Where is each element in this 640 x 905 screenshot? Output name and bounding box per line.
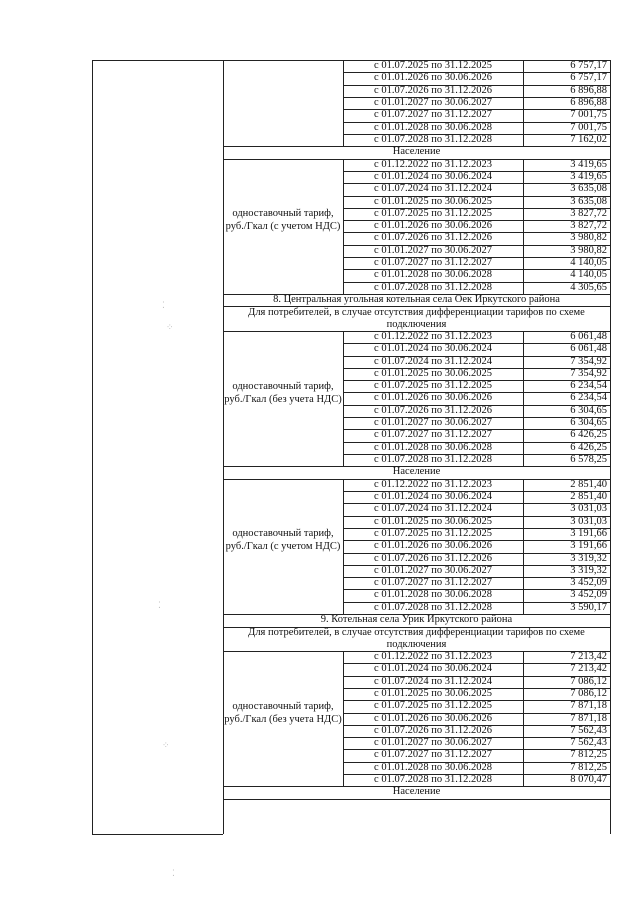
period-cell: с 01.01.2025 по 30.06.2025 bbox=[374, 515, 492, 527]
period-cell: с 01.07.2025 по 31.12.2025 bbox=[374, 207, 492, 219]
section-heading: Население bbox=[392, 786, 441, 798]
tariff-value-cell: 3 419,65 bbox=[570, 170, 607, 182]
period-cell: с 01.01.2024 по 30.06.2024 bbox=[374, 343, 492, 355]
tariff-value-cell: 7 562,43 bbox=[570, 724, 607, 736]
tariff-value-cell: 3 590,17 bbox=[570, 601, 607, 613]
period-cell: с 01.01.2028 по 30.06.2028 bbox=[374, 121, 492, 133]
period-cell: с 01.07.2026 по 31.12.2026 bbox=[374, 404, 492, 416]
tariff-value-cell: 7 001,75 bbox=[570, 109, 607, 121]
tariff-value-cell: 3 191,66 bbox=[570, 540, 607, 552]
period-cell: с 01.01.2026 по 30.06.2026 bbox=[374, 712, 492, 724]
period-cell: с 01.07.2024 по 31.12.2024 bbox=[374, 675, 492, 687]
tariff-value-cell: 7 354,92 bbox=[570, 355, 607, 367]
tariff-value-cell: 3 419,65 bbox=[570, 158, 607, 170]
tariff-value-cell: 4 140,05 bbox=[570, 257, 607, 268]
tariff-value-cell: 6 896,88 bbox=[570, 96, 607, 108]
period-cell: с 01.01.2024 по 30.06.2024 bbox=[374, 491, 492, 502]
tariff-value-cell: 6 426,25 bbox=[570, 429, 607, 441]
tariff-value-cell: 7 812,25 bbox=[570, 749, 607, 761]
period-cell: с 01.07.2027 по 31.12.2027 bbox=[374, 749, 492, 761]
period-cell: с 01.12.2022 по 31.12.2023 bbox=[374, 478, 492, 490]
table-top-border bbox=[92, 60, 223, 61]
period-cell: с 01.12.2022 по 31.12.2023 bbox=[374, 158, 492, 170]
tariff-value-cell: 8 070,47 bbox=[570, 774, 607, 785]
subsection-heading: Для потребителей, в случае отсутствия дифференциации тарифов по схеме подключения bbox=[248, 306, 585, 330]
heading-border bbox=[223, 799, 610, 800]
tariff-value-cell: 3 635,08 bbox=[570, 195, 607, 207]
tariff-value-cell: 4 305,65 bbox=[570, 281, 607, 293]
period-cell: с 01.07.2027 по 31.12.2027 bbox=[374, 429, 492, 441]
period-cell: с 01.07.2025 по 31.12.2025 bbox=[374, 60, 492, 71]
tariff-value-cell: 7 086,12 bbox=[570, 687, 607, 699]
period-cell: с 01.07.2028 по 31.12.2028 bbox=[374, 774, 492, 785]
tariff-value-cell: 7 213,42 bbox=[570, 663, 607, 675]
period-cell: с 01.01.2026 по 30.06.2026 bbox=[374, 220, 492, 232]
tariff-value-cell: 3 191,66 bbox=[570, 527, 607, 539]
tariff-value-cell: 3 827,72 bbox=[570, 220, 607, 232]
tariff-value-cell: 7 086,12 bbox=[570, 675, 607, 687]
period-cell: с 01.07.2026 по 31.12.2026 bbox=[374, 84, 492, 96]
table-left-border bbox=[92, 60, 93, 834]
period-cell: с 01.01.2027 по 30.06.2027 bbox=[374, 244, 492, 256]
col-border bbox=[223, 60, 224, 834]
tariff-value-cell: 2 851,40 bbox=[570, 491, 607, 502]
period-cell: с 01.07.2028 по 31.12.2028 bbox=[374, 133, 492, 145]
period-cell: с 01.01.2027 по 30.06.2027 bbox=[374, 564, 492, 576]
tariff-value-cell: 7 162,02 bbox=[570, 133, 607, 145]
tariff-value-cell: 6 061,48 bbox=[570, 343, 607, 355]
period-cell: с 01.01.2025 по 30.06.2025 bbox=[374, 367, 492, 379]
period-cell: с 01.12.2022 по 31.12.2023 bbox=[374, 651, 492, 662]
col-border bbox=[343, 60, 344, 146]
period-cell: с 01.07.2026 по 31.12.2026 bbox=[374, 724, 492, 736]
scan-speck: ⁚ bbox=[172, 868, 175, 878]
tariff-value-cell: 7 001,75 bbox=[570, 121, 607, 133]
tariff-value-cell: 6 304,65 bbox=[570, 417, 607, 428]
tariff-value-cell: 3 827,72 bbox=[570, 207, 607, 219]
period-cell: с 01.01.2028 по 30.06.2028 bbox=[374, 761, 492, 773]
tariff-value-cell: 6 757,17 bbox=[570, 60, 607, 71]
tariff-value-cell: 7 213,42 bbox=[570, 651, 607, 662]
tariff-value-cell: 6 304,65 bbox=[570, 404, 607, 416]
tariff-value-cell: 6 578,25 bbox=[570, 453, 607, 465]
col-border bbox=[343, 331, 344, 466]
tariff-type-label: одноставочный тариф, руб./Гкал (с учетом НДС) bbox=[225, 528, 341, 553]
period-cell: с 01.01.2026 по 30.06.2026 bbox=[374, 72, 492, 84]
period-cell: с 01.07.2028 по 31.12.2028 bbox=[374, 453, 492, 465]
col-border bbox=[523, 651, 524, 786]
period-cell: с 01.01.2027 по 30.06.2027 bbox=[374, 96, 492, 108]
tariff-value-cell: 3 635,08 bbox=[570, 183, 607, 195]
col-border bbox=[523, 159, 524, 294]
period-cell: с 01.01.2024 по 30.06.2024 bbox=[374, 170, 492, 182]
col-border bbox=[343, 159, 344, 294]
period-cell: с 01.07.2026 по 31.12.2026 bbox=[374, 552, 492, 564]
section-heading: 8. Центральная угольная котельная села Оек Иркутского района bbox=[273, 293, 560, 305]
period-cell: с 01.01.2025 по 30.06.2025 bbox=[374, 687, 492, 699]
tariff-value-cell: 7 871,18 bbox=[570, 712, 607, 724]
period-cell: с 01.07.2027 по 31.12.2027 bbox=[374, 577, 492, 589]
tariff-table bbox=[92, 60, 610, 834]
tariff-value-cell: 3 452,09 bbox=[570, 577, 607, 589]
period-cell: с 01.01.2026 по 30.06.2026 bbox=[374, 540, 492, 552]
section-heading: 9. Котельная села Урик Иркутского района bbox=[320, 614, 513, 625]
tariff-value-cell: 3 319,32 bbox=[570, 564, 607, 576]
period-cell: с 01.01.2027 по 30.06.2027 bbox=[374, 417, 492, 428]
period-cell: с 01.07.2024 по 31.12.2024 bbox=[374, 503, 492, 515]
tariff-value-cell: 7 812,25 bbox=[570, 761, 607, 773]
subsection-heading: Для потребителей, в случае отсутствия дифференциации тарифов по схеме подключения bbox=[248, 627, 585, 650]
scan-speck: ⁘ bbox=[166, 322, 174, 332]
period-cell: с 01.07.2025 по 31.12.2025 bbox=[374, 380, 492, 392]
period-cell: с 01.01.2027 по 30.06.2027 bbox=[374, 737, 492, 749]
tariff-value-cell: 3 452,09 bbox=[570, 589, 607, 601]
tariff-value-cell: 6 234,54 bbox=[570, 380, 607, 392]
col-border bbox=[523, 331, 524, 466]
tariff-value-cell: 7 871,18 bbox=[570, 700, 607, 712]
period-cell: с 01.07.2024 по 31.12.2024 bbox=[374, 355, 492, 367]
tariff-type-label: одноставочный тариф, руб./Гкал (без учета НДС) bbox=[224, 700, 342, 725]
tariff-value-cell: 4 140,05 bbox=[570, 269, 607, 281]
tariff-value-cell: 2 851,40 bbox=[570, 478, 607, 490]
scan-speck: ⁘ bbox=[162, 740, 170, 750]
period-cell: с 01.07.2026 по 31.12.2026 bbox=[374, 232, 492, 244]
period-cell: с 01.01.2028 по 30.06.2028 bbox=[374, 589, 492, 601]
col-border bbox=[343, 479, 344, 614]
section-heading: Население bbox=[392, 146, 441, 158]
period-cell: с 01.01.2024 по 30.06.2024 bbox=[374, 663, 492, 675]
period-cell: с 01.07.2027 по 31.12.2027 bbox=[374, 257, 492, 268]
tariff-type-label: одноставочный тариф, руб./Гкал (с учетом НДС) bbox=[225, 208, 341, 233]
tariff-value-cell: 3 980,82 bbox=[570, 244, 607, 256]
table-bottom-border bbox=[92, 834, 223, 835]
period-cell: с 01.07.2028 по 31.12.2028 bbox=[374, 601, 492, 613]
period-cell: с 01.07.2028 по 31.12.2028 bbox=[374, 281, 492, 293]
period-cell: с 01.01.2025 по 30.06.2025 bbox=[374, 195, 492, 207]
period-cell: с 01.01.2028 по 30.06.2028 bbox=[374, 269, 492, 281]
tariff-value-cell: 6 896,88 bbox=[570, 84, 607, 96]
tariff-value-cell: 7 562,43 bbox=[570, 737, 607, 749]
tariff-value-cell: 3 319,32 bbox=[570, 552, 607, 564]
period-cell: с 01.07.2025 по 31.12.2025 bbox=[374, 700, 492, 712]
period-cell: с 01.01.2028 по 30.06.2028 bbox=[374, 441, 492, 453]
tariff-type-label: одноставочный тариф, руб./Гкал (без учета НДС) bbox=[224, 380, 342, 405]
col-border bbox=[523, 479, 524, 614]
tariff-value-cell: 6 234,54 bbox=[570, 392, 607, 404]
tariff-value-cell: 3 980,82 bbox=[570, 232, 607, 244]
period-cell: с 01.07.2024 по 31.12.2024 bbox=[374, 183, 492, 195]
period-cell: с 01.01.2026 по 30.06.2026 bbox=[374, 392, 492, 404]
col-border bbox=[343, 651, 344, 786]
tariff-value-cell: 3 031,03 bbox=[570, 515, 607, 527]
period-cell: с 01.07.2025 по 31.12.2025 bbox=[374, 527, 492, 539]
tariff-value-cell: 6 426,25 bbox=[570, 441, 607, 453]
tariff-value-cell: 6 061,48 bbox=[570, 330, 607, 342]
col-border bbox=[523, 60, 524, 146]
period-cell: с 01.12.2022 по 31.12.2023 bbox=[374, 330, 492, 342]
section-heading: Население bbox=[392, 466, 441, 478]
period-cell: с 01.07.2027 по 31.12.2027 bbox=[374, 109, 492, 121]
tariff-value-cell: 3 031,03 bbox=[570, 503, 607, 515]
scan-speck: ⁚ bbox=[158, 600, 161, 610]
tariff-value-cell: 6 757,17 bbox=[570, 72, 607, 84]
tariff-value-cell: 7 354,92 bbox=[570, 367, 607, 379]
scan-speck: ⁚ bbox=[162, 300, 165, 310]
table-right-border bbox=[610, 60, 611, 834]
